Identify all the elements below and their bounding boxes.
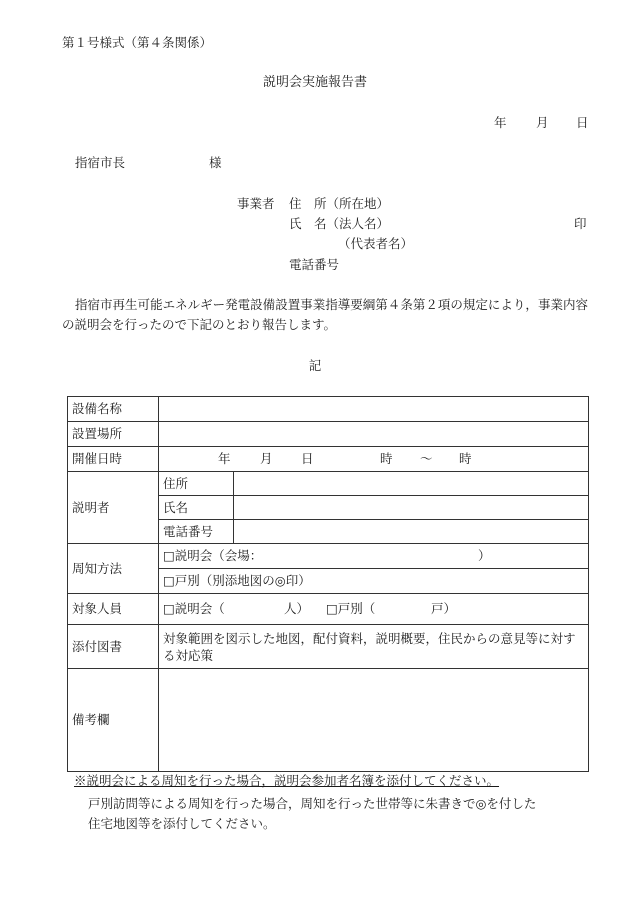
footnote-3: 住宅地図等を添付してください。: [88, 816, 276, 831]
explainer-name-field[interactable]: [234, 496, 589, 520]
date-day-label: 日: [576, 115, 589, 130]
explainer-label: 説明者: [68, 472, 159, 544]
datetime-month: 月: [260, 451, 273, 466]
target-row: [68, 594, 589, 625]
explainer-address-field[interactable]: [234, 472, 589, 496]
applicant-address-label: 住 所（所在地）: [289, 196, 390, 211]
explainer-address-row: [68, 472, 589, 496]
facility-name-label: 設備名称: [68, 397, 159, 422]
location-label: 設置場所: [68, 422, 159, 447]
target-meeting-unit: 人）: [284, 601, 310, 616]
facility-name-field[interactable]: [159, 397, 589, 422]
target-meeting-text: □説明会（: [163, 601, 225, 616]
notice-option-meeting[interactable]: [159, 544, 589, 569]
datetime-label: 開催日時: [68, 447, 159, 472]
facility-name-row: [68, 397, 589, 422]
datetime-field[interactable]: [159, 447, 589, 472]
remarks-row: [68, 669, 589, 772]
addressee-honorific: 様: [209, 155, 222, 170]
notice-label: 周知方法: [68, 544, 159, 594]
footnote-1: ※説明会による周知を行った場合，説明会参加者名簿を添付してください。: [74, 773, 500, 788]
form-number: 第１号様式（第４条関係）: [62, 35, 213, 50]
attachments-label: 添付図書: [68, 625, 159, 669]
target-door-unit: 戸）: [431, 601, 457, 616]
target-label: 対象人員: [68, 594, 159, 625]
target-field[interactable]: [159, 594, 589, 625]
explainer-phone-label: 電話番号: [159, 520, 234, 544]
location-field[interactable]: [159, 422, 589, 447]
datetime-hour-end: 時: [459, 451, 472, 466]
date-month-label: 月: [536, 115, 549, 130]
document-title: 説明会実施報告書: [262, 75, 367, 90]
datetime-year: 年: [218, 451, 231, 466]
notice-meeting-close: ）: [478, 548, 491, 563]
datetime-row: [68, 447, 589, 472]
applicant-name-label: 氏 名（法人名）: [289, 216, 390, 231]
location-row: [68, 422, 589, 447]
applicant-phone-label: 電話番号: [289, 257, 340, 272]
addressee: 指宿市長: [75, 155, 126, 170]
remarks-field[interactable]: [159, 669, 589, 772]
explainer-address-label: 住所: [159, 472, 234, 496]
notice-meeting-text: □説明会（会場：: [163, 548, 263, 563]
datetime-tilde: 〜: [420, 451, 433, 466]
target-door-text: □戸別（: [326, 601, 376, 616]
applicant-label: 事業者: [237, 196, 275, 211]
seal-mark: 印: [574, 216, 587, 231]
explainer-name-label: 氏名: [159, 496, 234, 520]
notice-option-door[interactable]: □戸別（別添地図の◎印）: [159, 569, 589, 594]
datetime-hour-start: 時: [380, 451, 393, 466]
body-text: 指宿市再生可能エネルギー発電設備設置事業指導要綱第４条第２項の規定により，事業内容の説明会を行ったので下記のとおり報告します。: [62, 297, 588, 332]
remarks-label: 備考欄: [68, 669, 159, 772]
attachments-row: [68, 625, 589, 669]
notice-row-1: [68, 544, 589, 569]
applicant-representative-label: （代表者名）: [338, 236, 414, 251]
attachments-text: 対象範囲を図示した地図，配付資料，説明概要，住民からの意見等に対する対応策: [159, 625, 589, 669]
date-year-label: 年: [494, 115, 507, 130]
datetime-day: 日: [301, 451, 314, 466]
ki-heading: 記: [308, 358, 322, 373]
footnote-2: 戸別訪問等による周知を行った場合，周知を行った世帯等に朱書きで◎を付した: [88, 796, 537, 811]
explainer-phone-field[interactable]: [234, 520, 589, 544]
report-table: [67, 396, 589, 772]
